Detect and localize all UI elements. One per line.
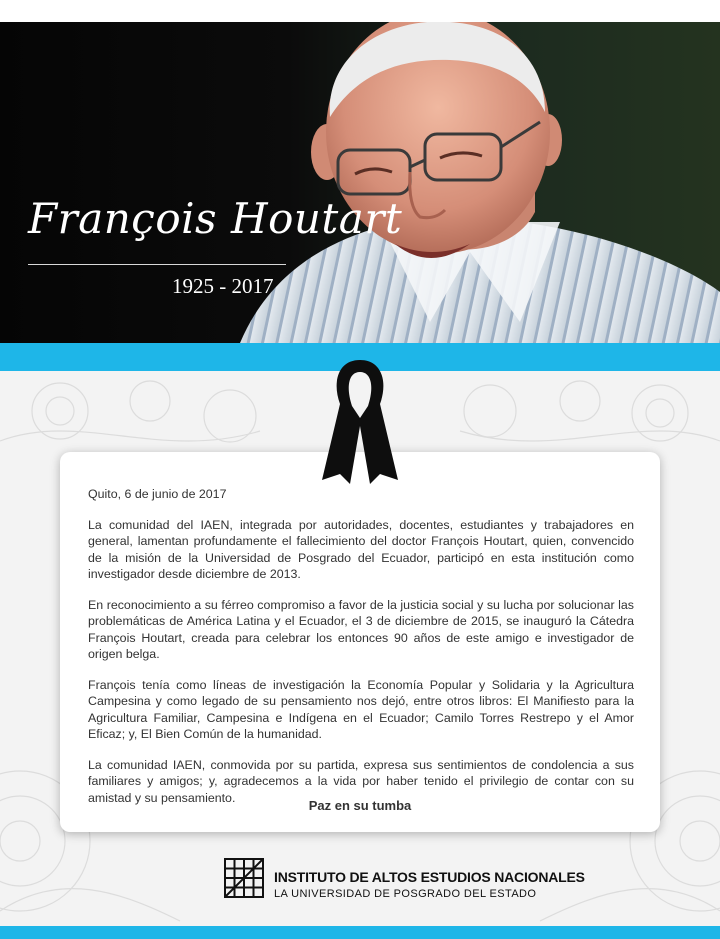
name-underline — [28, 264, 286, 265]
blue-band-bottom — [0, 926, 720, 939]
letter-paragraph-1: La comunidad del IAEN, integrada por autoridades, docentes, estudiantes y trabajadores en general, lamentan profundamente el fallecimiento del doctor François Houtart, quien, convencido de la misión de la Universidad de Posgrado del Ecuador, participó en esta institución como investigador desde diciembre de 2013. — [88, 517, 634, 581]
institution-name: INSTITUTO DE ALTOS ESTUDIOS NACIONALES — [274, 869, 585, 885]
hero-banner — [0, 22, 720, 343]
portrait-photo — [0, 22, 720, 343]
letter-paragraph-4: La comunidad IAEN, conmovida por su partida, expresa sus sentimientos de condolencia a sus familiares y amigos; y, agradecemos a la vida por haber tenido el privilegio de contar con su amistad y su pensamiento. — [88, 757, 634, 805]
letter-body — [88, 486, 634, 820]
institution-subtitle: LA UNIVERSIDAD DE POSGRADO DEL ESTADO — [274, 888, 537, 900]
life-years: 1925 - 2017 — [172, 274, 274, 298]
letter-closing: Paz en su tumba — [308, 798, 412, 813]
top-white-strip — [0, 0, 720, 22]
letter-date: Quito, 6 de junio de 2017 — [88, 487, 227, 501]
letter-paragraph-2: En reconocimiento a su férreo compromiso a favor de la justicia social y su lucha por solucionar las problemáticas de América Latina y el Ecuador, el 3 de diciembre de 2015, se inauguró la Cátedra François Houtart, creada para celebrar los entonces 90 años de este amigo e investigador de origen belga. — [88, 597, 634, 661]
iaen-grid-logo-icon — [224, 858, 264, 898]
letter-paragraph-3: François tenía como líneas de investigación la Economía Popular y Solidaria y la Agricultura Campesina y como legado de su pensamiento nos dejó, entre otros libros: El Manifiesto para la Agricultura Familiar, Campesina e Indígena en el Ecuador; Camilo Torres Restrepo y el Amor Eficaz; y, El Bien Común de la humanidad. — [88, 677, 634, 741]
deceased-name: François Houtart — [28, 194, 403, 243]
mourning-ribbon-icon — [318, 352, 402, 488]
